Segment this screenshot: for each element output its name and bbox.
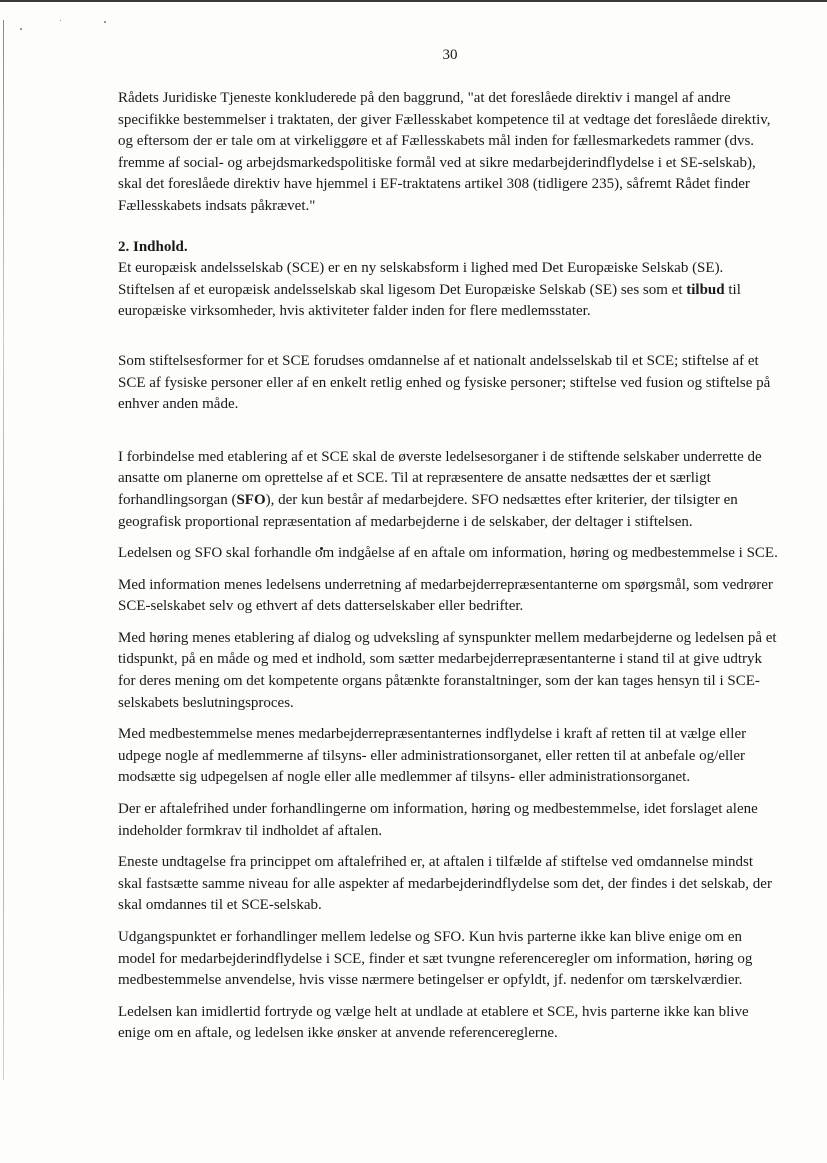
paragraph-consultation: Med høring menes etablering af dialog og udveksling af synspunkter mellem medarbejderne og ledelsen på et tidspunkt, på en måde og med et indhold, som sætter medarbejderrepræsentanterne i stand til at give udtryk for deres mening om det kompetente organs påtænkte foranstaltninger, som der kan tages hensyn til i SCE-selskabets beslutningsproces.: [118, 629, 777, 711]
bold-term: tilbud: [686, 281, 725, 298]
paragraph-participation: Med medbestemmelse menes medarbejderrepræsentanternes indflydelse i kraft af retten til at vælge eller udpege nogle af medlemmerne af tilsyns- eller administrationsorganet, eller retten til at anbefale og/eller modsætte sig udpegelsen af nogle eller alle medlemmer af tilsyns- eller administrationsorganet.: [118, 726, 747, 786]
paragraph-negotiation: Ledelsen og SFO skal forhandle om indgåelse af en aftale om information, høring og medbestemmelse i SCE.: [118, 545, 778, 562]
paragraph-management-option: Ledelsen kan imidlertid fortryde og vælge helt at undlade at etablere et SCE, hvis parterne ikke kan blive enige om en aftale, og ledelsen ikke ønsker at anvende referencereglerne.: [118, 1003, 749, 1042]
page-number: 30: [442, 47, 458, 63]
scan-top-edge: [0, 0, 827, 2]
bold-term: SFO: [236, 491, 266, 508]
paragraph-formation-forms: Som stiftelsesformer for et SCE forudses omdannelse af et nationalt andelsselskab til et SCE; stiftelse af et SCE af fysiske personer eller af en enkelt retlig enhed og fysiske personer; stiftelse ved fusion og stiftelse på enhver anden måde.: [118, 352, 771, 413]
paragraph-text: Et europæisk andelsselskab (SCE) er en ny selskabsform i lighed med Det Europæiske Selskab (SE). Stiftelsen af et europæisk andelsselskab skal ligesom Det Europæiske Selskab (SE) ses som et: [118, 260, 724, 298]
paragraph-starting-point: Udgangspunktet er forhandlinger mellem ledelse og SFO. Kun hvis parterne ikke kan blive enige om en model for medarbejderindflydelse i SCE, finder et sæt tvungne referenceregler om information, høring og medbestemmelse anvendelse, hvis visse nærmere betingelser er opfyldt, jf. nedenfor om tærskelværdier.: [118, 929, 753, 989]
paragraph-sce-definition: [118, 258, 780, 323]
intro-paragraph: Rådets Juridiske Tjeneste konkluderede på den baggrund, "at det foreslåede direktiv i mangel af andre specifikke bestemmelser i traktaten, der giver Fællesskabet kompetence til at vedtage det foreslåede direktiv, og eftersom der er tale om at virkeliggøre et af Fællesskabets mål inden for fællesmarkedets rammer (dvs. fremme af social- og arbejdsmarkedspolitiske formål ved at sikre medarbejderindflydelse i et SE-selskab), skal det foreslåede direktiv have hjemmel i EF-traktatens artikel 308 (tidligere 235), såfremt Rådet finder Fællesskabets indsats påkrævet.": [118, 90, 771, 214]
scan-speck: [104, 21, 106, 23]
scan-left-edge: [3, 20, 4, 1080]
paragraph-information: Med information menes ledelsens underretning af medarbejderrepræsentanterne om spørgsmål, som vedrører SCE-selskabet selv og ethvert af dets datterselskaber eller bedrifter.: [118, 576, 773, 615]
paragraph-freedom-of-contract: Der er aftalefrihed under forhandlingerne om information, høring og medbestemmelse, idet forslaget alene indeholder formkrav til indholdet af aftalen.: [118, 801, 758, 839]
section-heading: 2. Indhold.: [118, 238, 188, 255]
scan-speck: [60, 20, 61, 21]
document-body: [118, 88, 780, 1045]
paragraph-sfo: [118, 447, 780, 533]
paragraph-exception: Eneste undtagelse fra princippet om aftalefrihed er, at aftalen i tilfælde af stiftelse ved omdannelse mindst skal fastsætte samme niveau for alle aspekter af medarbejderindflydelse som det, der findes i det selskab, der skal omdannes til et SCE-selskab.: [118, 854, 772, 914]
paragraph-text: til europæiske virksomheder, hvis aktiviteter falder inden for flere medlemsstater.: [118, 281, 741, 320]
paragraph-text: I forbindelse med etablering af et SCE skal de øverste ledelsesorganer i de stiftende selskaber underrette de ansatte om planerne om oprettelse af et SCE. Til at repræsentere de ansatte nedsættes der et særligt forhandlingsorgan (: [118, 448, 762, 508]
paragraph-text: ), der kun består af medarbejdere. SFO nedsættes efter kriterier, der tilsigter en geografisk proportional repræsentation af medarbejderne i de selskaber, der deltager i stiftelsen.: [118, 491, 738, 530]
scan-speck: [20, 28, 22, 30]
